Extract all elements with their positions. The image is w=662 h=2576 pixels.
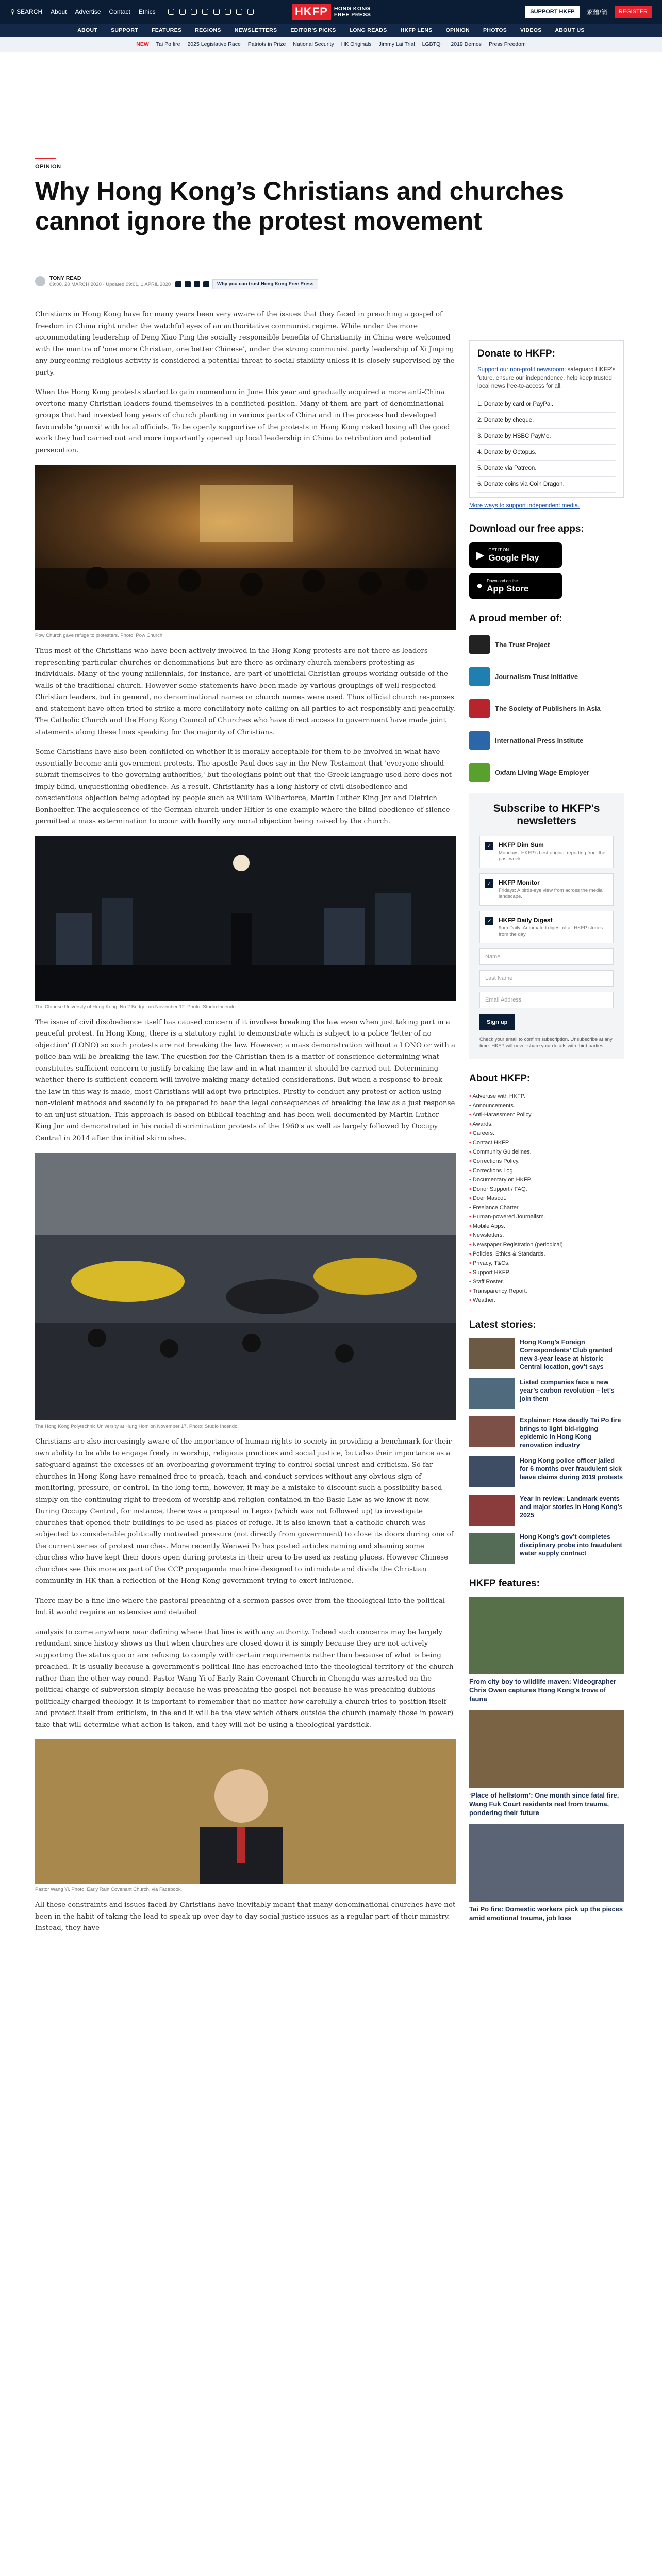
story-title: Explainer: How deadly Tai Po fire brings to light bid-rigging epidemic in Hong Kong renovation industry: [520, 1417, 621, 1449]
article-paragraph: analysis to come anywhere near defining where that line is with any authority. Indeed such concerns may be largely redundant since history shows us that when churches are closed down it is simply because they are not actively supporting the status quo or are refusing to comply with certain requirements rather than because of what is being preached. It is usually because a government's political line has encroached into the theological territory of the church rather than the other way round. Pastor Wang Yi of Early Rain Covenant Church in Chengdu was arrested on the political charge of subversion simply because he was preaching the gospel not because he was preaching dubious politically charged theology. It is important to remember that no matter how carefully a church tries to position itself and protect itself from criticism, in the end it will be the view which others outside the church (namely those in power) take that will determine what action is taken, and they will not be using a theological yardstick.: [35, 1628, 454, 1729]
nav-item[interactable]: ABOUT US: [555, 27, 585, 33]
nav-item[interactable]: VIDEOS: [520, 27, 542, 33]
member-logo[interactable]: [469, 632, 624, 657]
latest-title: Latest stories:: [469, 1319, 536, 1330]
latest-story[interactable]: [469, 1338, 624, 1371]
subscribe-note: Check your email to confirm subscription. Unsubscribe at any time. HKFP will never share your details with third parties.: [479, 1037, 613, 1049]
checkbox-checked-icon[interactable]: ✓: [485, 917, 493, 925]
about-link[interactable]: • Documentary on HKFP.: [469, 1175, 624, 1184]
about-title: About HKFP:: [469, 1073, 531, 1084]
member-logo[interactable]: [469, 759, 624, 785]
figure-cuhk: [35, 836, 456, 1010]
polyu-photo[interactable]: [35, 1153, 456, 1420]
hot-topic-link[interactable]: Jimmy Lai Trial: [378, 41, 415, 47]
donate-box: [469, 340, 624, 498]
feature-title: From city boy to wildlife maven: Videographer Chris Owen captures Hong Kong’s trove of fauna: [469, 1677, 617, 1703]
feature-story[interactable]: [469, 1710, 624, 1817]
hot-topic-link[interactable]: Patriots in Prize: [247, 41, 286, 47]
about-link[interactable]: • Newspaper Registration (periodical).: [469, 1240, 624, 1249]
feature-title: Tai Po fire: Domestic workers pick up the pieces amid emotional trauma, job loss: [469, 1905, 623, 1922]
article-paragraph: When the Hong Kong protests started to gain momentum in June this year and gradually acquired a more anti-China overtone many Christian leaders found themselves in a conflicted position. Many of them are part of denominational groups that had invested long years of church planting in various parts of China and in the process had developed favourable 'guanxi' with local officials. To be openly supportive of the protests in Hong Kong risked losing all the good work they had carried out and more importantly opened up local leadership in China to retribution and potential persecution.: [35, 388, 450, 454]
article-paragraph: Thus most of the Christians who have been actively involved in the Hong Kong protests are not there as leaders representing particular churches or denominations but are there as ordinary church members protesting as individuals. Many of the young millennials, for instance, are part of unofficial Christian groups working outside of the walls of the traditional church. However some statements have been made by various groupings of well respected Christian leaders, but in general, no denominational names or church names were used. Thus official church responses and statement have often tried to strike a more conciliatory note calling on all parties to act responsibly and peacefully. The Catholic Church and the Hong Kong Council of Churches who have direct access to government have made joint statements along these lines speaking for the majority of Christians.: [35, 647, 456, 736]
figure-caption: The Chinese University of Hong Kong, No.2 Bridge, on November 12. Photo: Studio Incendo.: [35, 1004, 237, 1010]
story-thumbnail: [469, 1338, 515, 1369]
last-name-field[interactable]: Last Name: [479, 970, 614, 987]
newsletter-option[interactable]: [479, 911, 614, 943]
figure-caption: The Hong Kong Polytechnic University at Hung Hom on November 17. Photo: Studio Incendo.: [35, 1423, 239, 1429]
cuhk-bridge-photo[interactable]: [35, 836, 456, 1001]
feature-thumbnail: [469, 1597, 624, 1674]
apple-icon: ●: [476, 580, 483, 591]
sopa-icon: [469, 699, 490, 718]
support-newsroom-link[interactable]: Support our non-profit newsroom:: [477, 367, 566, 373]
about-link[interactable]: • Transparency Report.: [469, 1286, 624, 1296]
checkbox-checked-icon[interactable]: ✓: [485, 842, 493, 850]
story-title: Hong Kong’s Foreign Correspondents’ Club granted new 3-year lease at historic Central location, gov’t says: [520, 1338, 613, 1370]
story-thumbnail: [469, 1456, 515, 1487]
google-play-icon: ▶: [476, 549, 485, 561]
hot-topic-link[interactable]: 2019 Demos: [451, 41, 482, 47]
donate-lead-text: safeguard HKFP's future, ensure our independence, help keep trusted local news free-to-access for all.: [477, 367, 616, 389]
kicker-rule: [35, 158, 56, 159]
jti-icon: [469, 667, 490, 686]
about-link[interactable]: • Awards.: [469, 1120, 624, 1129]
latest-story[interactable]: [469, 1456, 624, 1487]
donate-option[interactable]: 1. Donate by card or PayPal.: [477, 397, 616, 413]
about-link[interactable]: About: [51, 8, 67, 15]
church-photo[interactable]: [35, 465, 456, 630]
checkbox-checked-icon[interactable]: ✓: [485, 879, 493, 888]
hot-topic-link[interactable]: 2025 Legislative Race: [187, 41, 241, 47]
app-store-small: Download on the: [487, 578, 518, 583]
instagram-icon[interactable]: [191, 9, 197, 15]
newsletter-signup: [469, 793, 624, 1059]
google-play-small: GET IT ON: [488, 547, 509, 552]
publish-dates: 09:00, 20 MARCH 2020 · Updated 09:01, 1 APRIL 2020: [49, 282, 171, 287]
why-trust-button[interactable]: Why you can trust Hong Kong Free Press: [212, 279, 318, 289]
member-title: A proud member of:: [469, 613, 562, 624]
newsletter-option[interactable]: [479, 836, 614, 868]
whatsapp-share-icon[interactable]: [194, 281, 200, 287]
about-link[interactable]: • Freelance Charter.: [469, 1203, 624, 1212]
author-name[interactable]: TONY READ: [49, 275, 81, 281]
telegram-icon[interactable]: [225, 9, 231, 15]
about-link[interactable]: • Privacy, T&Cs.: [469, 1259, 624, 1268]
email-share-icon[interactable]: [203, 281, 209, 287]
feature-story[interactable]: [469, 1597, 624, 1703]
hkfp-logo[interactable]: [292, 3, 371, 21]
about-link[interactable]: • Newsletters.: [469, 1231, 624, 1240]
page-title: Why Hong Kong’s Christians and churches cannot ignore the protest movement: [35, 177, 565, 235]
pastor-wang-yi-photo[interactable]: [35, 1739, 456, 1884]
app-store-button[interactable]: [469, 573, 562, 599]
about-links: [469, 1092, 624, 1305]
figure-church: [35, 465, 456, 638]
social-icons: [168, 9, 254, 15]
about-link[interactable]: • Policies, Ethics & Standards.: [469, 1249, 624, 1259]
ipi-icon: [469, 731, 490, 750]
sign-up-button[interactable]: Sign up: [479, 1014, 515, 1030]
app-store-big: App Store: [487, 583, 529, 594]
newsletter-name: HKFP Daily Digest: [499, 917, 553, 924]
story-thumbnail: [469, 1495, 515, 1526]
about-link[interactable]: • Donor Support / FAQ.: [469, 1184, 624, 1194]
nav-item[interactable]: NEWSLETTERS: [234, 27, 277, 33]
byline: [35, 275, 171, 287]
about-link[interactable]: • Human-powered Journalism.: [469, 1212, 624, 1222]
donate-option[interactable]: 4. Donate by Octopus.: [477, 445, 616, 461]
nav-item[interactable]: OPINION: [445, 27, 470, 33]
story-title: Listed companies face a new year’s carbon revolution – let’s join them: [520, 1379, 615, 1402]
newsletter-name: HKFP Monitor: [499, 879, 540, 886]
language-toggle[interactable]: 繁體/簡: [587, 8, 607, 16]
subscribe-title: Subscribe to HKFP's newsletters: [493, 803, 600, 827]
latest-story[interactable]: [469, 1378, 624, 1409]
story-thumbnail: [469, 1378, 515, 1409]
story-title: Hong Kong police officer jailed for 6 months over fraudulent sick leave claims during 2019 protests: [520, 1457, 623, 1481]
feature-thumbnail: [469, 1824, 624, 1902]
latest-story[interactable]: [469, 1533, 624, 1564]
about-link[interactable]: • Contact HKFP.: [469, 1138, 624, 1147]
donate-option[interactable]: 5. Donate via Patreon.: [477, 461, 616, 477]
figure-caption: Pastor Wang Yi. Photo: Early Rain Covenant Church, via Facebook.: [35, 1887, 183, 1892]
hot-topics-bar: [0, 37, 662, 52]
new-badge: NEW: [136, 41, 149, 47]
about-link[interactable]: • Support HKFP.: [469, 1268, 624, 1277]
threads-icon[interactable]: [202, 9, 208, 15]
logo-line-1: HONG KONG: [334, 6, 371, 12]
newsletter-desc: 9pm Daily: Automated digest of all HKFP stories from the day.: [499, 925, 603, 937]
feature-thumbnail: [469, 1710, 624, 1788]
nav-item[interactable]: REGIONS: [195, 27, 221, 33]
member-logo[interactable]: [469, 727, 624, 753]
article-paragraph: All these constraints and issues faced by Christians have inevitably meant that many denominational churches have not been in the habit of taking the lead to speak up over day-to-day social justice issues as a regular part of their ministry. Instead, they have: [35, 1901, 456, 1932]
newsletter-name: HKFP Dim Sum: [499, 841, 544, 849]
byline-text: [49, 275, 171, 287]
about-link[interactable]: • Announcements.: [469, 1101, 624, 1110]
article-paragraph: Christians are also increasingly aware of the importance of human rights to society in providing a benchmark for their own ability to be able to engage freely in worship, religious practices and social justice, but also their importance as a safeguard against the excesses of an overbearing government trying to control social unrest and criticism. So far churches in Hong Kong have remained free to preach, teach and conduct services without any obvious sign of monitoring, pressure, or control. In the long term, however, it may be a mistake to discount such a possibility based simply on the continuing right to freedom of worship and religion contained in the Basic Law as we know it now. During Occupy Central, for instance, there was a proposal in Legco (which was not followed up) to investigate churches that opened their buildings to be used as places of refuge. It is also known that a catholic church was subjected to considerable politically motivated pressure (not directly from government) to close its doors during one of the current series of protest marches. More recently Wenwei Po has posted articles naming and shaming some churches who have kept their doors open during protests in their area to be used as resting places. However Chinese churches see this more as part of the CCP propaganda machine designed to intimidate and divide the Christian community in HK than a reflection of the Hong Kong government trying to exert influence.: [35, 1438, 454, 1585]
newsletter-desc: Fridays: A birds-eye view from across the media landscape.: [499, 888, 603, 900]
donate-option[interactable]: 3. Donate by HSBC PayMe.: [477, 429, 616, 445]
email-field[interactable]: Email Address: [479, 992, 614, 1008]
hot-topic-link[interactable]: Press Freedom: [488, 41, 526, 47]
nav-item[interactable]: PHOTOS: [483, 27, 507, 33]
about-link[interactable]: • Anti-Harassment Policy.: [469, 1110, 624, 1120]
article-body: [35, 309, 456, 1943]
top-utility-bar: [0, 0, 662, 24]
story-thumbnail: [469, 1533, 515, 1564]
bluesky-icon[interactable]: [236, 9, 242, 15]
polyu-photo-graphic: [35, 1153, 456, 1420]
member-logo[interactable]: [469, 696, 624, 721]
features-title: HKFP features:: [469, 1578, 540, 1589]
apps-title: Download our free apps:: [469, 523, 584, 534]
latest-story[interactable]: [469, 1416, 624, 1449]
youtube-icon[interactable]: [213, 9, 220, 15]
about-link[interactable]: • Mobile Apps.: [469, 1222, 624, 1231]
about-link[interactable]: • Community Guidelines.: [469, 1147, 624, 1157]
member-name: The Society of Publishers in Asia: [495, 704, 601, 713]
about-link[interactable]: • Staff Roster.: [469, 1277, 624, 1286]
ethics-link[interactable]: Ethics: [138, 8, 156, 15]
nav-item[interactable]: LONG READS: [349, 27, 387, 33]
member-name: International Press Institute: [495, 736, 584, 744]
oxfam-icon: [469, 763, 490, 782]
x-icon[interactable]: [179, 9, 186, 15]
nav-item[interactable]: ABOUT: [77, 27, 98, 33]
hot-topic-link[interactable]: LGBTQ+: [422, 41, 444, 47]
cuhk-photo-graphic: [35, 836, 456, 1001]
support-hkfp-button[interactable]: SUPPORT HKFP: [525, 6, 580, 18]
rss-icon[interactable]: [247, 9, 254, 15]
about-link[interactable]: • Corrections Log.: [469, 1166, 624, 1175]
nav-item[interactable]: HKFP LENS: [400, 27, 433, 33]
register-button[interactable]: REGISTER: [615, 6, 652, 18]
donate-option[interactable]: 2. Donate by cheque.: [477, 413, 616, 429]
section-kicker[interactable]: OPINION: [35, 164, 61, 170]
story-thumbnail: [469, 1416, 515, 1447]
google-play-text: [488, 548, 539, 563]
member-logo[interactable]: [469, 664, 624, 689]
nav-item[interactable]: EDITOR'S PICKS: [290, 27, 336, 33]
contact-link[interactable]: Contact: [109, 8, 130, 15]
more-ways-link[interactable]: More ways to support independent media.: [469, 503, 580, 509]
share-bar: [175, 279, 318, 289]
category-nav: [0, 24, 662, 37]
google-play-big: Google Play: [488, 552, 539, 563]
article-paragraph: Christians in Hong Kong have for many years been very aware of the issues that they faced in preaching a gospel of freedom in China right under the watchful eyes of an authoritative communist regime. While under the more accommodating leadership of Deng Xiao Ping the socially responsible benefits of Christianity in China were welcomed with the mantra of 'one more Christian, one better Chinese', under the strong communist party leadership of Xi Jinping any burgeoning religious activity is considered a potential threat to social stability unless it is closely supervised by the party.: [35, 311, 455, 377]
figure-wang-yi: [35, 1739, 456, 1892]
story-title: Year in review: Landmark events and major stories in Hong Kong’s 2025: [520, 1495, 623, 1519]
about-link[interactable]: • Corrections Policy.: [469, 1157, 624, 1166]
member-name: The Trust Project: [495, 640, 550, 649]
wang-yi-photo-graphic: [35, 1739, 456, 1884]
facebook-share-icon[interactable]: [175, 281, 181, 287]
search-label: SEARCH: [16, 8, 43, 15]
logo-line-2: FREE PRESS: [334, 12, 371, 18]
about-link[interactable]: • Advertise with HKFP.: [469, 1092, 624, 1101]
story-title: Hong Kong’s gov’t completes disciplinary probe into fraudulent water supply contract: [520, 1533, 622, 1557]
logo-text: [334, 6, 371, 18]
hot-topic-link[interactable]: Tai Po fire: [156, 41, 180, 47]
advertise-link[interactable]: Advertise: [75, 8, 101, 15]
author-avatar: [35, 276, 45, 286]
nav-item[interactable]: SUPPORT: [111, 27, 138, 33]
newsletter-desc: Mondays: HKFP's best original reporting from the past week.: [499, 850, 606, 862]
article-paragraph: Some Christians have also been conflicted on whether it is morally acceptable for them to be involved in what have essentially become anti-government protests. The apostle Paul does say in the New Testament that 'everyone should submit themselves to the governing authorities,' but theologians point out that the Greek language used here does not imply blind, unquestioning obedience. As a result, Christianity has a long history of civil disobedience and conscientious objection being adopted by people such as William Wilberforce, Martin Luther King Jnr and Dietrich Bonhoeffer. The acquiescence of the German church under Hitler is one example where the blind obedience of silence permitted a mass extermination to occur with hardly any moral objection being raised by the church.: [35, 748, 452, 825]
donate-option[interactable]: 6. Donate coins via Coin Dragon.: [477, 477, 616, 493]
member-name: Oxfam Living Wage Employer: [495, 768, 590, 776]
member-name: Journalism Trust Initiative: [495, 672, 578, 681]
feature-title: ‘Place of hellstorm’: One month since fatal fire, Wang Fuk Court residents reel from trauma, pondering their future: [469, 1791, 619, 1817]
latest-story[interactable]: [469, 1495, 624, 1526]
topbar-actions: [525, 0, 652, 24]
article-paragraph: The issue of civil disobedience itself has caused concern if it involves breaking the law even when just taking part in a peaceful protest. In Hong Kong, there is a statutory right to demonstrate which is subject to a police 'letter of no objection' (LONO) so such protests are not breaking the law. However, a mass demonstration without a LONO or with a police ban will be breaking the law. The question for the Christian then is a matter of conscience determining what constitutes sufficient concern to justify breaking the law and in what manner it should be carried out. Determining whether there is sufficient concern will involve making many detailed considerations. But when a response to break the law in this way is made, most Christians will adopt two principles. Firstly to conduct any protest or action using non-violent methods and secondly to be prepared to bear the legal consequences of breaking the law as a just response to an unjust situation. This approach is based on biblical teaching and has been well documented by Martin Luther King Jnr and demonstrated in his racial discrimination protests of the 1960's as well as largely followed by Occupy Central in 2014 after the initial skirmishes.: [35, 1018, 455, 1142]
hot-topic-link[interactable]: National Security: [293, 41, 334, 47]
logo-mark: HKFP: [292, 4, 331, 20]
newsletter-option[interactable]: [479, 873, 614, 906]
search-button[interactable]: ⚲ SEARCH: [10, 8, 43, 15]
google-play-button[interactable]: [469, 542, 562, 568]
about-link[interactable]: • Doer Mascot.: [469, 1194, 624, 1203]
donate-title: Donate to HKFP:: [477, 348, 555, 359]
hot-topic-link[interactable]: HK Originals: [341, 41, 372, 47]
trust-project-icon: [469, 635, 490, 654]
name-field[interactable]: Name: [479, 948, 614, 965]
x-share-icon[interactable]: [185, 281, 191, 287]
church-photo-graphic: [35, 465, 456, 630]
utility-links: [10, 0, 254, 24]
article-paragraph: There may be a fine line where the pastoral preaching of a sermon passes over from the theological into the political but it would require an extensive and detailed: [35, 1597, 445, 1616]
about-link[interactable]: • Careers.: [469, 1129, 624, 1138]
facebook-icon[interactable]: [168, 9, 174, 15]
figure-polyu: [35, 1153, 456, 1429]
nav-item[interactable]: FEATURES: [151, 27, 182, 33]
feature-story[interactable]: [469, 1824, 624, 1922]
sidebar: [469, 340, 624, 1929]
donate-lead: [477, 366, 616, 391]
figure-caption: Pow Church gave refuge to protesters. Photo: Pow Church.: [35, 633, 164, 638]
about-link[interactable]: • Weather.: [469, 1296, 624, 1305]
app-store-text: [487, 579, 528, 594]
